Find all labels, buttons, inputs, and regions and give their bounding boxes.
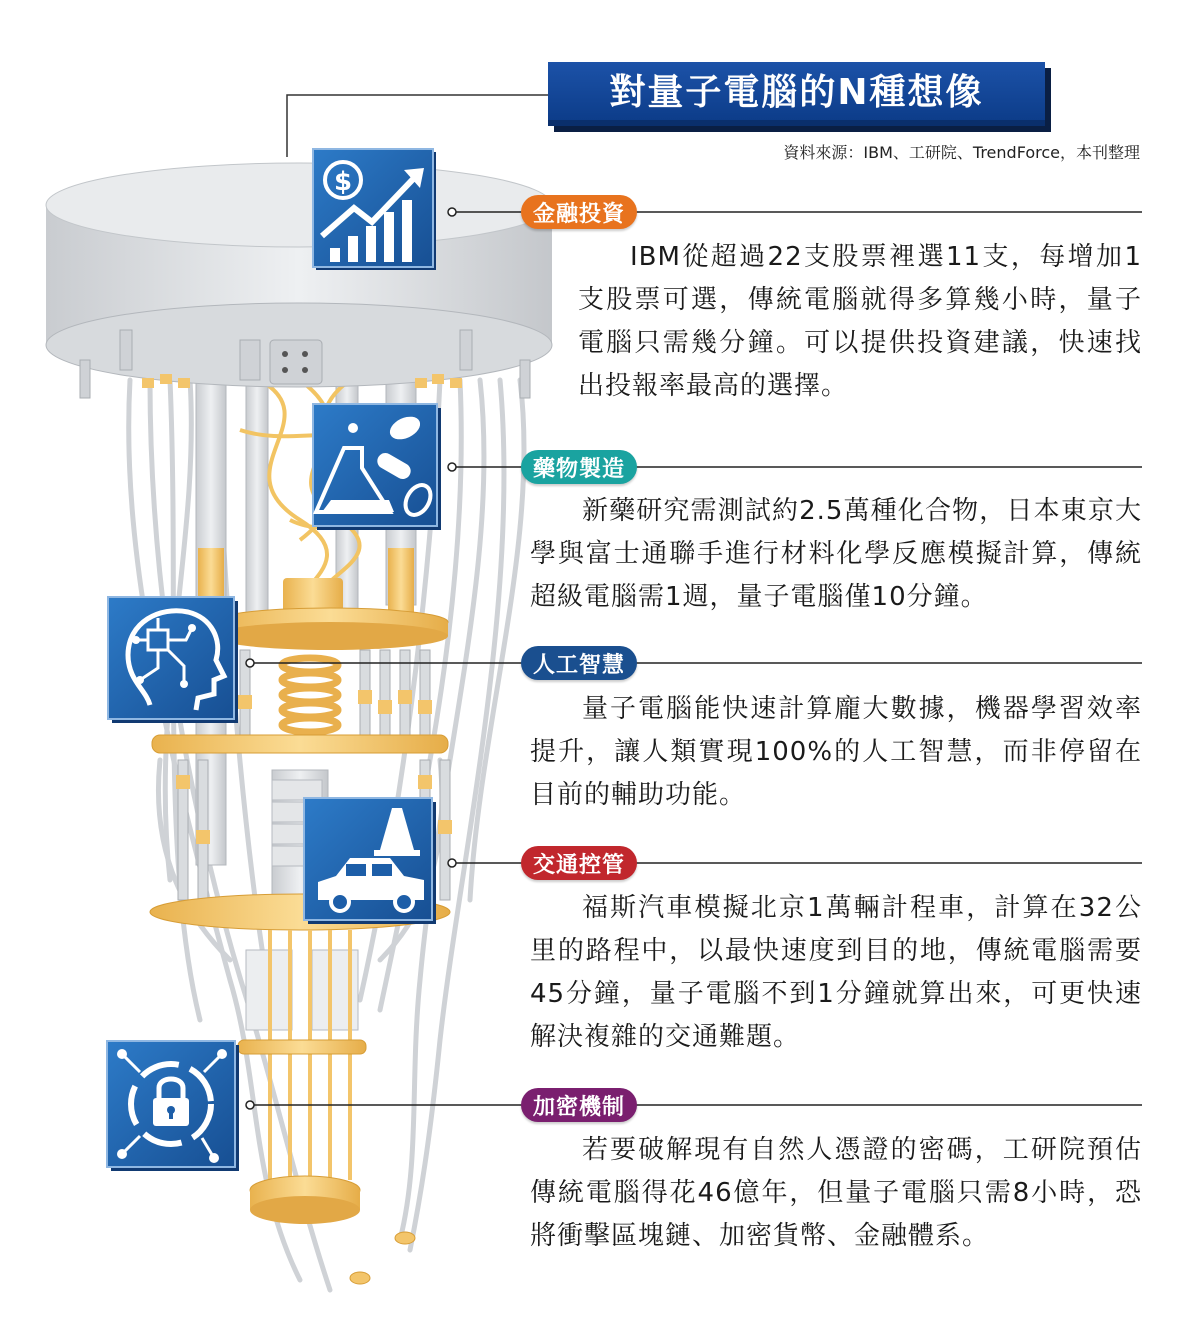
label-finance: 金融投資	[521, 195, 637, 229]
lock-icon	[107, 1041, 239, 1171]
flask-pills-icon	[313, 404, 441, 530]
text-ai: 量子電腦能快速計算龐大數據，機器學習效率提升，讓人類實現100%的人工智慧，而非停留在目前的輔助功能。	[530, 694, 1142, 810]
label-medicine: 藥物製造	[521, 450, 637, 484]
text-medicine: 新藥研究需測試約2.5萬種化合物，日本東京大學與富士通聯手進行材料化學反應模擬計算，傳統超級電腦需1週，量子電腦僅10分鐘。	[530, 496, 1142, 612]
label-ai: 人工智慧	[521, 646, 637, 680]
ai-head-icon	[108, 597, 238, 723]
page-title: 對量子電腦的N種想像	[548, 62, 1045, 126]
text-traffic: 福斯汽車模擬北京1萬輛計程車，計算在32公里的路程中，以最快速度到目的地，傳統電腦需要45分鐘，量子電腦不到1分鐘就算出來，可更快速解決複雜的交通難題。	[530, 893, 1142, 1052]
label-encryption: 加密機制	[521, 1088, 637, 1122]
text-encryption: 若要破解現有自然人憑證的密碼，工研院預估傳統電腦得花46億年，但量子電腦只需8小時，恐將衝擊區塊鏈、加密貨幣、金融體系。	[530, 1135, 1142, 1251]
label-traffic: 交通控管	[521, 846, 637, 880]
car-cone-icon	[304, 798, 436, 924]
text-finance: IBM從超過22支股票裡選11支，每增加1支股票可選，傳統電腦就得多算幾小時，量子電腦只需幾分鐘。可以提供投資建議，快速找出投報率最高的選擇。	[578, 242, 1142, 401]
finance-chart-icon	[313, 149, 436, 270]
source-note: 資料來源：IBM、工研院、TrendForce，本刊整理	[783, 143, 1140, 162]
svg-text:$: $	[333, 167, 353, 197]
